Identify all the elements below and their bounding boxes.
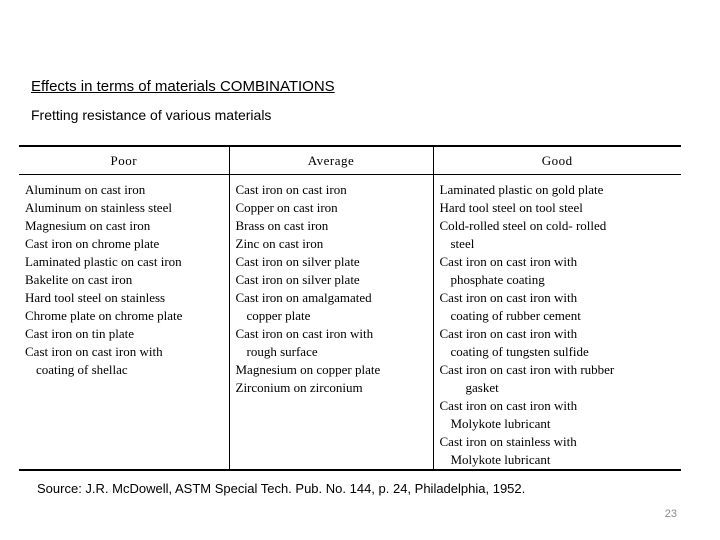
list-item: Aluminum on stainless steel xyxy=(25,200,172,215)
average-column xyxy=(229,175,433,471)
list-item-continuation: rough surface xyxy=(246,344,318,359)
list-item: Cast iron on cast iron with rubber xyxy=(439,362,615,377)
list-item: Bakelite on cast iron xyxy=(25,272,133,287)
list-item: Cast iron on cast iron with xyxy=(439,326,578,341)
list-item: Magnesium on cast iron xyxy=(25,218,151,233)
list-item: Cast iron on tin plate xyxy=(25,326,135,341)
list-item: Brass on cast iron xyxy=(235,218,329,233)
list-item: Cast iron on cast iron xyxy=(235,182,347,197)
poor-column xyxy=(19,175,229,471)
slide-subtitle: Fretting resistance of various materials xyxy=(31,107,272,123)
list-item-continuation: coating of shellac xyxy=(36,362,128,377)
column-header-poor: Poor xyxy=(19,146,229,175)
list-item: Hard tool steel on tool steel xyxy=(439,200,583,215)
list-item-continuation: copper plate xyxy=(246,308,311,323)
list-item: Cast iron on cast iron with xyxy=(439,398,578,413)
list-item: Aluminum on cast iron xyxy=(25,182,146,197)
table-header-row xyxy=(19,146,681,175)
source-citation: Source: J.R. McDowell, ASTM Special Tech. Pub. No. 144, p. 24, Philadelphia, 1952. xyxy=(37,481,526,496)
list-item: Zinc on cast iron xyxy=(235,236,324,251)
list-item: Cast iron on cast iron with xyxy=(235,326,374,341)
list-item-continuation: coating of tungsten sulfide xyxy=(450,344,589,359)
column-header-good: Good xyxy=(433,146,681,175)
list-item: Cast iron on stainless with xyxy=(439,434,577,449)
list-item: Zirconium on zirconium xyxy=(235,380,363,395)
list-item: Chrome plate on chrome plate xyxy=(25,308,183,323)
list-item: Hard tool steel on stainless xyxy=(25,290,166,305)
list-item: Cold-rolled steel on cold- rolled xyxy=(439,218,607,233)
slide-title: Effects in terms of materials COMBINATIONS xyxy=(31,78,335,95)
list-item-continuation: coating of rubber cement xyxy=(450,308,581,323)
table-row xyxy=(19,175,681,471)
list-item: Cast iron on silver plate xyxy=(235,254,360,269)
list-item: Cast iron on cast iron with xyxy=(439,290,578,305)
list-item-continuation: Molykote lubricant xyxy=(450,452,551,467)
list-item: Cast iron on cast iron with xyxy=(25,344,163,359)
list-item: Cast iron on chrome plate xyxy=(25,236,160,251)
list-item-continuation: phosphate coating xyxy=(450,272,545,287)
list-item: Copper on cast iron xyxy=(235,200,338,215)
good-column xyxy=(433,175,681,471)
list-item: Magnesium on copper plate xyxy=(235,362,381,377)
list-item-continuation: Molykote lubricant xyxy=(450,416,551,431)
list-item: Laminated plastic on gold plate xyxy=(439,182,604,197)
list-item: Cast iron on silver plate xyxy=(235,272,360,287)
list-item-continuation: gasket xyxy=(465,380,499,395)
fretting-resistance-table xyxy=(19,145,681,471)
list-item: Cast iron on cast iron with xyxy=(439,254,578,269)
column-header-average: Average xyxy=(229,146,433,175)
list-item: Cast iron on amalgamated xyxy=(235,290,372,305)
page-number: 23 xyxy=(664,508,677,520)
list-item-continuation: steel xyxy=(450,236,475,251)
list-item: Laminated plastic on cast iron xyxy=(25,254,182,269)
